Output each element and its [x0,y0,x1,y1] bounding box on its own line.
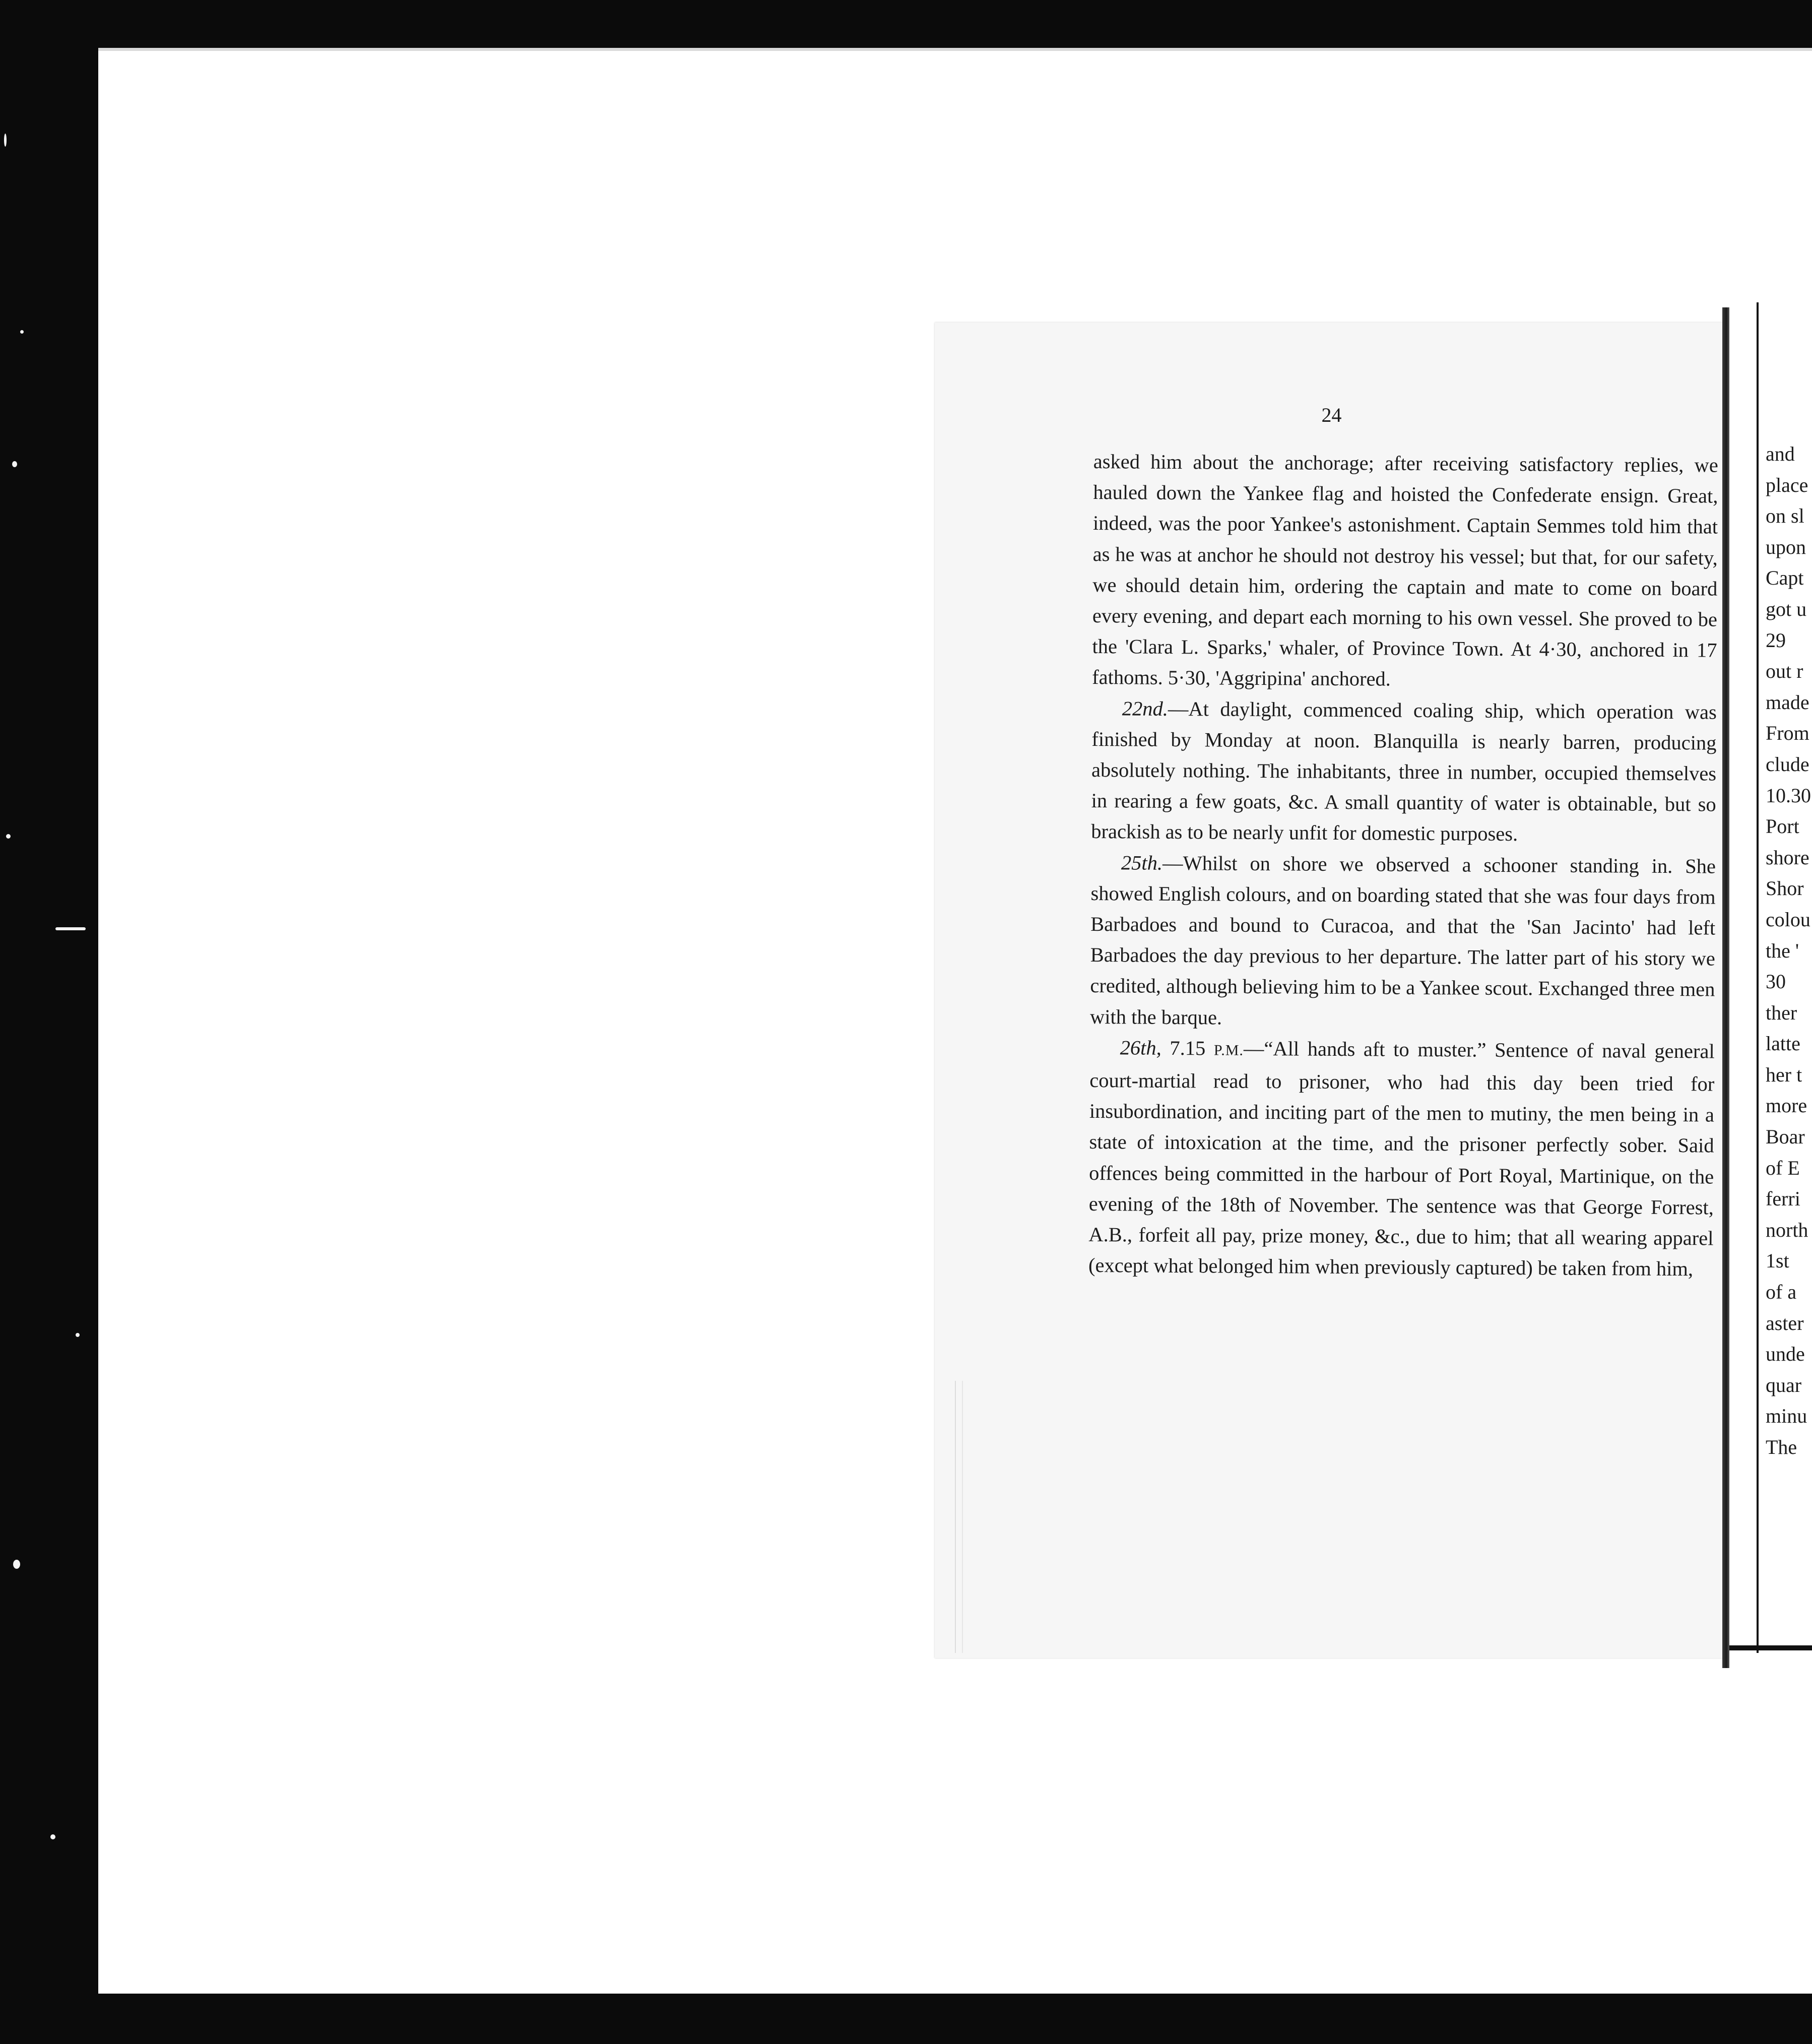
facing-line: ther [1766,1001,1797,1024]
facing-line: 30 [1766,970,1786,993]
facing-line: the ' [1766,939,1799,962]
facing-line: on sl [1766,504,1804,528]
scan-border-bottom [0,1994,1812,2044]
body-text [1088,446,1718,1285]
facing-line: out r [1766,660,1803,683]
facing-line: 1st [1766,1249,1789,1272]
facing-line: her t [1766,1063,1802,1086]
facing-line: minu [1766,1404,1807,1428]
facing-line: Capt [1766,566,1804,590]
paragraph-text: asked him about the anchorage; after receiving satisfactory replies, we hauled down the Yankee flag and hoisted the Confederate ensign. Great, indeed, was the poor Yankee's astonishment. Captain Semmes told him that as he was at anchor he should not destroy his vessel; but that, for our safety, we should detain him, ordering the captain and mate to come on board every evening, and depart each morning to his own vessel. She proved to be the 'Clara L. Sparks,' whaler, of Province Town. At 4·30, anchored in 17 fathoms. 5·30, 'Aggripina' anchored. [1092,450,1718,691]
scan-border-top [0,0,1812,48]
facing-line: place [1766,473,1808,496]
entry-date: 25th. [1121,851,1163,874]
entry-date: 22nd. [1122,696,1169,720]
facing-line: unde [1766,1343,1805,1366]
facing-line: 10.30 [1766,784,1811,807]
facing-line: aster [1766,1311,1804,1334]
facing-line: Port [1766,815,1799,838]
facing-line: 29 [1766,628,1786,652]
facing-line: From [1766,722,1809,745]
entry-date: 26th, [1120,1036,1161,1059]
facing-line: north [1766,1218,1808,1241]
facing-line: of a [1766,1281,1797,1304]
facing-line: more [1766,1094,1807,1117]
facing-page-rule [1757,302,1759,1653]
facing-page [1729,302,1812,1653]
book-gutter [1722,307,1729,1668]
facing-line: shore [1766,846,1809,869]
paragraph [1092,446,1718,696]
paragraph-text: —Whilst on shore we observed a schooner standing in. She showed English colours, and on boarding stated that she was four days from Barbadoes and bound to Curacoa, and that the 'San Jacinto' had left Barbadoes the day previous to her departure. The latter part of his story we credited, although believing him to be a Yankee scout. Exchanged three men with the barque. [1089,851,1716,1029]
entry-period: P.M. [1213,1042,1244,1059]
facing-line: and [1766,442,1795,465]
page-edge-lines [955,1381,963,1653]
facing-line: upon [1766,535,1806,558]
paragraph-text: —At daylight, commenced coaling ship, which operation was finished by Monday at noon. Blanquilla is nearly barren, producing absolutely nothing. The inhabitants, three in number, occupied themselves in rearing a few goats, &c. A small quantity of water is obtainable, but so brackish as to be nearly unfit for domestic purposes. [1091,697,1717,846]
facing-line: The [1766,1436,1797,1458]
facing-line: clude [1766,752,1809,776]
facing-line: latte [1766,1032,1800,1055]
paragraph-text: —“All hands aft to muster.” Sentence of naval general court-martial read to prisoner, who had this day been tried for insubordination, and inciting part of the men to mutiny, the men being in a state of intoxication at the time, and the prisoner perfectly sober. Said offences being committed in the harbour of Port Royal, Martinique, on the evening of the 18th of November. The sentence was that George Forrest, A.B., forfeit all pay, prize money, &c., due to him; that all wearing apparel (except what belonged him when previously captured) be taken from him, [1088,1037,1715,1281]
paragraph [1090,847,1716,1036]
facing-page-text [1766,438,1812,1463]
facing-line: Shor [1766,877,1804,900]
facing-line: colou [1766,908,1810,931]
facing-line: ferri [1766,1187,1800,1210]
paragraph [1088,1032,1715,1285]
book-page [935,323,1728,1658]
page-number: 24 [1321,404,1342,426]
scan-border-left [0,48,98,1994]
facing-line: quar [1766,1373,1802,1396]
facing-line: got u [1766,597,1807,620]
facing-line: made [1766,690,1809,714]
facing-line: of E [1766,1156,1800,1179]
paragraph [1091,693,1717,851]
facing-page-bottom-rule [1729,1645,1812,1650]
facing-line: Boar [1766,1125,1805,1148]
entry-time: 7.15 [1161,1036,1214,1060]
